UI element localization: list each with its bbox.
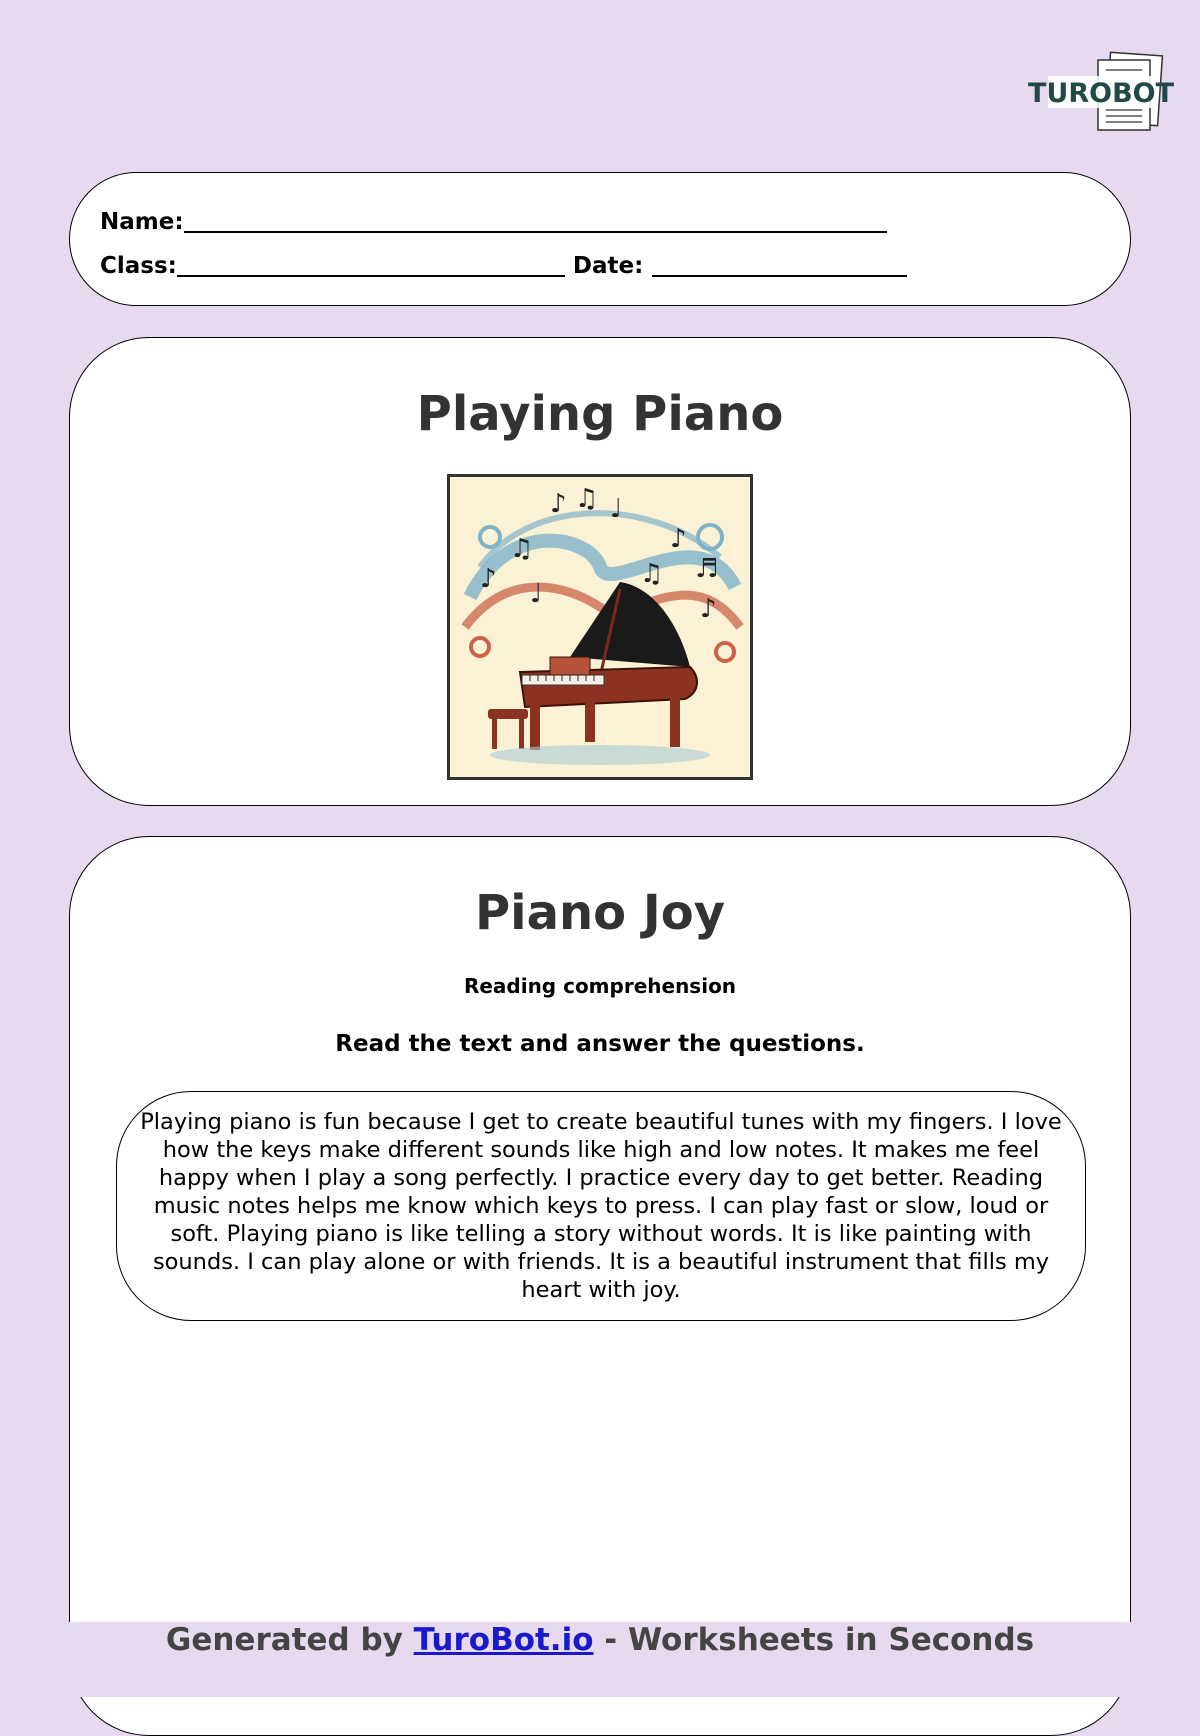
turobot-link[interactable]: TuroBot.io <box>413 1622 594 1658</box>
svg-text:♬: ♬ <box>695 554 719 584</box>
reading-instruction: Read the text and answer the questions. <box>335 1031 865 1057</box>
worksheet-title-card <box>69 337 1131 806</box>
svg-text:♩: ♩ <box>530 579 543 609</box>
footer-prefix: Generated by <box>165 1622 414 1658</box>
svg-text:♫: ♫ <box>640 559 664 589</box>
class-date-row <box>100 253 907 279</box>
name-field-line[interactable] <box>184 209 887 233</box>
class-field-line[interactable] <box>177 253 565 277</box>
footer <box>0 1622 1200 1697</box>
reading-title: Piano Joy <box>474 885 725 941</box>
svg-text:♪: ♪ <box>670 524 687 554</box>
name-label: Name: <box>100 209 184 235</box>
date-label: Date: <box>572 253 644 279</box>
svg-text:♩: ♩ <box>610 494 623 524</box>
svg-text:♫: ♫ <box>510 534 534 564</box>
svg-text:♪: ♪ <box>550 489 567 519</box>
date-field-line[interactable] <box>652 253 907 277</box>
class-label: Class: <box>100 253 177 279</box>
svg-text:TUROBOT: TUROBOT <box>1027 78 1175 109</box>
worksheet-title: Playing Piano <box>416 386 784 442</box>
turobot-logo <box>1027 50 1175 138</box>
reading-passage-text: Playing piano is fun because I get to create beautiful tunes with my fingers. I love how the keys make different sounds like high and low notes. It makes me feel happy when I play a song perfectly. I practice every day to get better. Reading music notes helps me know which keys to press. I can play fast or slow, loud or soft. Playing piano is like telling a story without words. It is like painting with sounds. I can play alone or with friends. It is a beautiful instrument that fills my heart with joy. <box>140 1109 1062 1303</box>
reading-passage-box <box>116 1091 1086 1321</box>
name-row <box>100 209 887 235</box>
student-info-card <box>69 172 1131 306</box>
svg-text:♪: ♪ <box>700 594 717 624</box>
svg-text:♪: ♪ <box>480 564 497 594</box>
footer-suffix: - Worksheets in Seconds <box>593 1622 1035 1658</box>
reading-comprehension-card <box>69 836 1131 1736</box>
svg-text:♫: ♫ <box>575 484 599 514</box>
grand-piano-with-music-notes-image <box>447 474 753 780</box>
reading-subtitle: Reading comprehension <box>463 974 737 998</box>
